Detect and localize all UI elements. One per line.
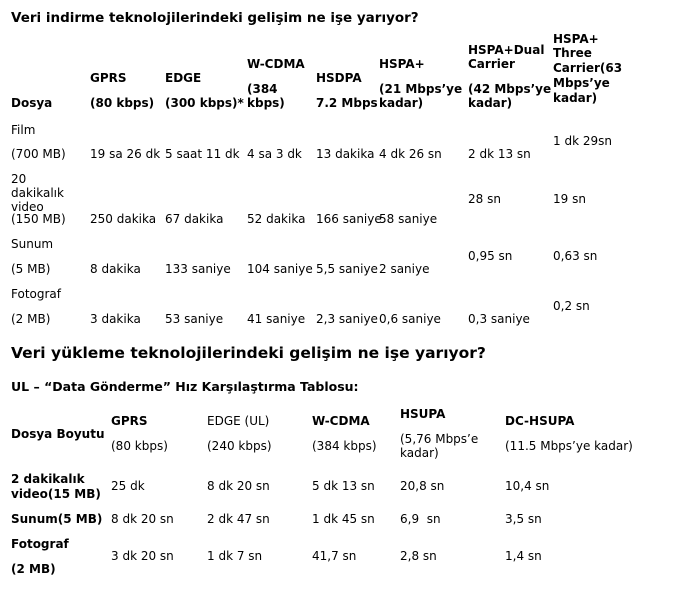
header-dosya-boyutu: Dosya Boyutu (11, 427, 105, 441)
cell-gprs: 250 dakika (90, 212, 157, 226)
header-wcdma-speed: (384 kbps) (312, 439, 377, 453)
header-edge-speed: (240 kbps) (207, 439, 272, 453)
header-tc-1: HSPA+ (553, 32, 599, 46)
upload-title: Veri yükleme teknolojilerindeki gelişim ne işe yarıyor? (11, 344, 486, 362)
cell-hsupa: 20,8 sn (400, 479, 445, 493)
row-name: Film (11, 123, 36, 137)
row-name: 20 dakikalık video (11, 172, 64, 214)
upload-subtitle: UL – “Data Gönderme” Hız Karşılaştırma Tablosu: (11, 379, 359, 394)
cell-gprs: 8 dk 20 sn (111, 512, 174, 526)
header-hsdpa: HSDPA (316, 71, 362, 85)
cell-wcdma: 4 sa 3 dk (247, 147, 302, 161)
cell-hspa: 4 dk 26 sn (379, 147, 442, 161)
cell-wcdma: 1 dk 45 sn (312, 512, 375, 526)
row-name: Fotograf (11, 287, 61, 301)
download-title: Veri indirme teknolojilerindeki gelişim ne işe yarıyor? (11, 10, 419, 26)
row-size: (150 MB) (11, 212, 66, 226)
cell-gprs: 25 dk (111, 479, 145, 493)
cell-dc: 3,5 sn (505, 512, 542, 526)
cell-edge: 53 saniye (165, 312, 224, 326)
cell-hspa: 0,6 saniye (379, 312, 441, 326)
cell-edge: 2 dk 47 sn (207, 512, 270, 526)
row-size: (700 MB) (11, 147, 66, 161)
header-gprs: GPRS (90, 71, 127, 85)
header-dc-hsupa: DC-HSUPA (505, 414, 575, 428)
cell-dc: 1,4 sn (505, 549, 542, 563)
cell-dc: 2 dk 13 sn (468, 147, 531, 161)
cell-edge: 67 dakika (165, 212, 224, 226)
row-name-2: video(15 MB) (11, 487, 101, 501)
cell-wcdma: 41 saniye (247, 312, 306, 326)
header-edge: EDGE (165, 71, 202, 85)
cell-edge: 1 dk 7 sn (207, 549, 263, 563)
cell-edge: 5 saat 11 dk (165, 147, 240, 161)
cell-hsdpa: 5,5 saniye (316, 262, 378, 276)
row-name-2: (2 MB) (11, 562, 56, 576)
cell-tc: 1 dk 29sn (553, 134, 612, 148)
header-tc-2: Three (553, 46, 592, 60)
header-tc-3: Carrier(63 (553, 61, 623, 75)
cell-gprs: 19 sa 26 dk (90, 147, 161, 161)
cell-tc: 19 sn (553, 192, 586, 206)
cell-hsupa: 2,8 sn (400, 549, 437, 563)
cell-gprs: 3 dk 20 sn (111, 549, 174, 563)
cell-hsdpa: 13 dakika (316, 147, 375, 161)
cell-hspa: 2 saniye (379, 262, 430, 276)
cell-wcdma: 41,7 sn (312, 549, 357, 563)
cell-wcdma: 52 dakika (247, 212, 306, 226)
header-hsupa-speed-1: (5,76 Mbps’e (400, 432, 479, 446)
header-gprs-speed: (80 kbps) (90, 96, 155, 110)
cell-hsupa: 6,9 sn (400, 512, 441, 526)
cell-wcdma: 104 saniye (247, 262, 313, 276)
header-hspa: HSPA+ (379, 57, 425, 71)
header-dosya: Dosya (11, 96, 53, 110)
header-hsupa-speed-2: kadar) (400, 446, 439, 460)
cell-tc: 0,63 sn (553, 249, 598, 263)
cell-edge: 133 saniye (165, 262, 231, 276)
header-dc-hsupa-speed: (11.5 Mbps’ye kadar) (505, 439, 633, 453)
row-name: Sunum (11, 237, 54, 251)
cell-gprs: 3 dakika (90, 312, 141, 326)
cell-gprs: 8 dakika (90, 262, 141, 276)
cell-edge: 8 dk 20 sn (207, 479, 270, 493)
cell-dc: 28 sn (468, 192, 501, 206)
cell-dc: 10,4 sn (505, 479, 550, 493)
cell-dc: 0,3 saniye (468, 312, 530, 326)
cell-dc: 0,95 sn (468, 249, 513, 263)
row-size: (5 MB) (11, 262, 51, 276)
row-size: (2 MB) (11, 312, 51, 326)
header-dc-2: Carrier (468, 57, 515, 71)
header-hspa-speed-2: kadar) (379, 96, 424, 110)
row-name: Fotograf (11, 537, 69, 551)
cell-hsdpa: 166 saniye (316, 212, 382, 226)
header-edge-speed: (300 kbps)* (165, 96, 244, 110)
header-wcdma-speed-1: (384 (247, 82, 278, 96)
header-dc-speed-1: (42 Mbps’ye (468, 82, 552, 96)
header-dc-speed-2: kadar) (468, 96, 513, 110)
header-gprs: GPRS (111, 414, 148, 428)
header-hspa-speed-1: (21 Mbps’ye (379, 82, 463, 96)
header-tc-5: kadar) (553, 91, 598, 105)
header-tc-4: Mbps’ye (553, 76, 610, 90)
header-edge: EDGE (UL) (207, 414, 270, 428)
cell-hspa: 58 saniye (379, 212, 438, 226)
header-wcdma: W-CDMA (312, 414, 370, 428)
header-wcdma-speed-2: kbps) (247, 96, 285, 110)
header-gprs-speed: (80 kbps) (111, 439, 168, 453)
header-hsdpa-speed: 7.2 Mbps (316, 96, 378, 110)
cell-wcdma: 5 dk 13 sn (312, 479, 375, 493)
cell-tc: 0,2 sn (553, 299, 590, 313)
header-dc: HSPA+Dual (468, 43, 545, 57)
row-name: 2 dakikalık (11, 472, 85, 486)
row-name: Sunum(5 MB) (11, 512, 103, 526)
cell-hsdpa: 2,3 saniye (316, 312, 378, 326)
header-hsupa: HSUPA (400, 407, 446, 421)
header-wcdma: W-CDMA (247, 57, 305, 71)
